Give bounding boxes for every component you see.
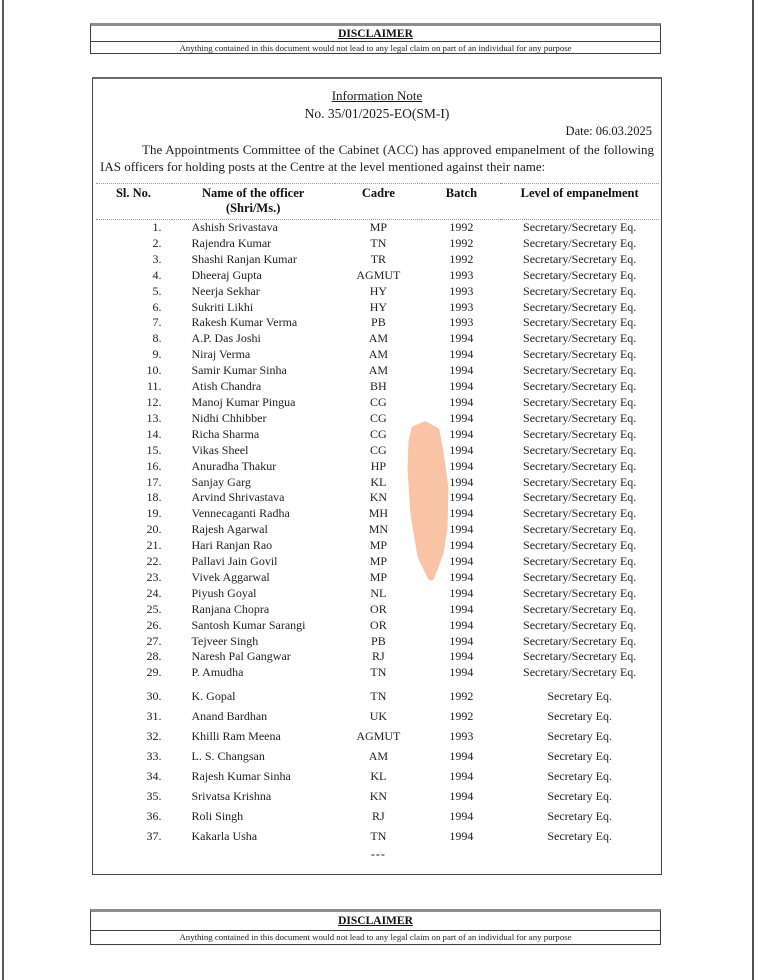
cell-batch: 1994 xyxy=(449,788,474,803)
table-row xyxy=(96,767,659,787)
cell-level: Secretary/Secretary Eq. xyxy=(523,665,637,680)
header-sl-no: Sl. No. xyxy=(96,184,172,220)
cell-sl-no: 33. xyxy=(146,749,162,763)
cell-sl-no: 9. xyxy=(152,347,162,362)
cell-officer-name: Sukriti Likhi xyxy=(191,299,254,314)
cell-cadre: OR xyxy=(370,601,387,616)
cell-batch: 1992 xyxy=(449,220,474,234)
cell-officer-name: Piyush Goyal xyxy=(191,585,257,600)
cell-sl-no: 1. xyxy=(152,220,162,234)
cell-level: Secretary/Secretary Eq. xyxy=(523,442,637,457)
cell-batch: 1994 xyxy=(449,585,474,600)
cell-sl-no: 6. xyxy=(152,299,162,314)
disclaimer-box-bottom xyxy=(90,909,661,945)
table-row xyxy=(96,634,659,650)
officer-table-header xyxy=(96,184,659,220)
header-officer-name: Name of the officer (Shri/Ms.) xyxy=(172,184,335,220)
disclaimer-title: DISCLAIMER xyxy=(91,912,660,931)
cell-officer-name: Manoj Kumar Pingua xyxy=(191,394,296,409)
cell-level: Secretary/Secretary Eq. xyxy=(523,601,637,616)
cell-level: Secretary/Secretary Eq. xyxy=(523,410,637,425)
end-of-list-mark: --- xyxy=(370,846,386,861)
table-row xyxy=(96,538,659,554)
cell-batch: 1993 xyxy=(449,315,474,330)
cell-sl-no: 4. xyxy=(152,267,162,282)
cell-cadre: PB xyxy=(371,633,386,648)
note-body-paragraph: The Appointments Committee of the Cabinet (ACC) has approved empanelment of the following IAS officers for holding posts at the Centre at the level mentioned against their name: xyxy=(100,142,654,174)
cell-batch: 1994 xyxy=(449,808,474,823)
cell-cadre: AM xyxy=(368,363,389,378)
cell-batch: 1994 xyxy=(449,490,474,505)
table-row xyxy=(96,443,659,459)
cell-cadre: RJ xyxy=(372,808,385,823)
cell-officer-name: Richa Sharma xyxy=(191,426,260,441)
cell-batch: 1994 xyxy=(449,426,474,441)
table-row xyxy=(96,347,659,363)
information-note-box xyxy=(92,77,662,875)
cell-cadre: TR xyxy=(370,251,387,266)
cell-level: Secretary Eq. xyxy=(547,768,612,783)
cell-sl-no: 34. xyxy=(146,768,162,783)
table-row xyxy=(96,707,659,727)
cell-sl-no: 13. xyxy=(146,410,162,425)
cell-level: Secretary/Secretary Eq. xyxy=(523,458,637,473)
table-row xyxy=(96,747,659,767)
cell-cadre: KN xyxy=(369,788,388,803)
cell-batch: 1994 xyxy=(449,665,474,680)
cell-cadre: CG xyxy=(370,410,387,425)
cell-sl-no: 12. xyxy=(146,394,162,409)
cell-cadre: AM xyxy=(368,347,389,362)
note-title: Information Note xyxy=(331,88,423,103)
cell-officer-name: Srivatsa Krishna xyxy=(191,788,272,803)
table-row xyxy=(96,300,659,316)
cell-cadre: MP xyxy=(369,569,388,584)
cell-level: Secretary/Secretary Eq. xyxy=(523,426,637,441)
table-row xyxy=(96,268,659,284)
cell-batch: 1994 xyxy=(449,538,474,553)
cell-cadre: PB xyxy=(371,315,386,330)
cell-sl-no: 7. xyxy=(152,315,162,330)
cell-sl-no: 16. xyxy=(146,458,162,473)
cell-level: Secretary/Secretary Eq. xyxy=(523,267,637,282)
officer-table xyxy=(96,183,659,862)
cell-officer-name: Rajendra Kumar xyxy=(191,235,272,250)
cell-sl-no: 30. xyxy=(146,689,162,704)
table-row xyxy=(96,252,659,268)
cell-batch: 1994 xyxy=(449,768,474,783)
cell-batch: 1994 xyxy=(449,506,474,521)
cell-cadre: CG xyxy=(370,442,387,457)
cell-sl-no: 14. xyxy=(146,426,162,441)
table-row xyxy=(96,727,659,747)
cell-officer-name: P. Amudha xyxy=(191,665,244,680)
cell-sl-no: 19. xyxy=(146,506,162,521)
cell-level: Secretary/Secretary Eq. xyxy=(523,379,637,394)
table-row xyxy=(96,618,659,634)
cell-cadre: UK xyxy=(369,709,388,724)
note-file-number: No. 35/01/2025-EO(SM-I) xyxy=(304,106,450,121)
table-row xyxy=(96,284,659,300)
cell-batch: 1994 xyxy=(449,474,474,489)
cell-sl-no: 3. xyxy=(152,251,162,266)
cell-batch: 1994 xyxy=(449,554,474,569)
table-row xyxy=(96,681,659,707)
cell-sl-no: 32. xyxy=(146,729,162,744)
cell-level: Secretary/Secretary Eq. xyxy=(523,554,637,569)
cell-cadre: TN xyxy=(370,665,387,680)
cell-level: Secretary/Secretary Eq. xyxy=(523,617,637,632)
cell-officer-name: Anuradha Thakur xyxy=(191,458,277,473)
cell-cadre: HY xyxy=(369,283,388,298)
cell-batch: 1994 xyxy=(449,601,474,616)
cell-cadre: KN xyxy=(369,490,388,505)
cell-batch: 1992 xyxy=(449,689,474,704)
cell-officer-name: Ranjana Chopra xyxy=(191,601,270,616)
table-row xyxy=(96,236,659,252)
cell-cadre: HY xyxy=(369,299,388,314)
cell-cadre: CG xyxy=(370,394,387,409)
cell-batch: 1994 xyxy=(449,363,474,378)
cell-cadre: MP xyxy=(369,538,388,553)
cell-sl-no: 24. xyxy=(146,585,162,600)
cell-sl-no: 2. xyxy=(152,235,162,250)
cell-officer-name: Kakarla Usha xyxy=(191,828,258,843)
disclaimer-title: DISCLAIMER xyxy=(91,26,660,42)
cell-level: Secretary/Secretary Eq. xyxy=(523,347,637,362)
cell-officer-name: Vennecaganti Radha xyxy=(191,506,290,521)
cell-batch: 1992 xyxy=(449,709,474,724)
note-date: Date: 06.03.2025 xyxy=(565,124,652,138)
cell-level: Secretary/Secretary Eq. xyxy=(523,299,637,314)
cell-batch: 1994 xyxy=(449,394,474,409)
table-row xyxy=(96,506,659,522)
cell-officer-name: A.P. Das Joshi xyxy=(191,331,261,346)
cell-officer-name: Neerja Sekhar xyxy=(191,283,260,298)
cell-cadre: AM xyxy=(368,331,389,346)
cell-sl-no: 26. xyxy=(146,617,162,632)
officer-table-body xyxy=(96,220,659,847)
cell-sl-no: 11. xyxy=(146,379,162,394)
table-row xyxy=(96,570,659,586)
cell-sl-no: 29. xyxy=(146,665,162,680)
table-row xyxy=(96,411,659,427)
table-row xyxy=(96,363,659,379)
cell-cadre: MP xyxy=(369,220,388,234)
cell-level: Secretary/Secretary Eq. xyxy=(523,490,637,505)
cell-cadre: AGMUT xyxy=(356,267,401,282)
cell-cadre: KL xyxy=(370,768,387,783)
cell-batch: 1993 xyxy=(449,729,474,744)
cell-officer-name: Hari Ranjan Rao xyxy=(191,538,273,553)
cell-batch: 1993 xyxy=(449,299,474,314)
cell-level: Secretary/Secretary Eq. xyxy=(523,394,637,409)
cell-batch: 1994 xyxy=(449,522,474,537)
cell-batch: 1994 xyxy=(449,649,474,664)
cell-sl-no: 18. xyxy=(146,490,162,505)
cell-level: Secretary Eq. xyxy=(547,709,612,724)
cell-sl-no: 8. xyxy=(152,331,162,346)
table-row xyxy=(96,586,659,602)
cell-batch: 1992 xyxy=(449,251,474,266)
disclaimer-box-top xyxy=(90,23,661,54)
cell-level: Secretary/Secretary Eq. xyxy=(523,235,637,250)
cell-sl-no: 31. xyxy=(146,709,162,724)
cell-level: Secretary/Secretary Eq. xyxy=(523,363,637,378)
cell-officer-name: Tejveer Singh xyxy=(191,633,259,648)
cell-sl-no: 28. xyxy=(146,649,162,664)
cell-batch: 1994 xyxy=(449,617,474,632)
cell-sl-no: 25. xyxy=(146,601,162,616)
cell-cadre: TN xyxy=(370,828,387,843)
cell-level: Secretary/Secretary Eq. xyxy=(523,506,637,521)
cell-sl-no: 10. xyxy=(146,363,162,378)
scan-edge-left xyxy=(2,0,4,980)
cell-sl-no: 37. xyxy=(146,828,162,843)
table-row xyxy=(96,665,659,681)
cell-batch: 1994 xyxy=(449,347,474,362)
header-level: Level of empanelment xyxy=(501,184,659,220)
cell-cadre: RJ xyxy=(372,649,385,664)
table-row xyxy=(96,379,659,395)
cell-sl-no: 22. xyxy=(146,554,162,569)
cell-level: Secretary Eq. xyxy=(547,729,612,744)
cell-batch: 1994 xyxy=(449,749,474,763)
table-row xyxy=(96,490,659,506)
cell-officer-name: Atish Chandra xyxy=(191,379,262,394)
cell-cadre: HP xyxy=(370,458,387,473)
cell-officer-name: Sanjay Garg xyxy=(191,474,251,489)
cell-batch: 1993 xyxy=(449,267,474,282)
header-cadre: Cadre xyxy=(335,184,422,220)
cell-level: Secretary/Secretary Eq. xyxy=(523,220,637,234)
table-row xyxy=(96,787,659,807)
cell-officer-name: Naresh Pal Gangwar xyxy=(191,649,291,664)
cell-cadre: AGMUT xyxy=(356,729,401,744)
cell-officer-name: Arvind Shrivastava xyxy=(191,490,285,505)
cell-officer-name: Nidhi Chhibber xyxy=(191,410,267,425)
cell-officer-name: Rakesh Kumar Verma xyxy=(191,315,298,330)
disclaimer-text: Anything contained in this document would not lead to any legal claim on part of an individual for any purpose xyxy=(179,932,572,942)
cell-officer-name: K. Gopal xyxy=(191,689,236,704)
cell-cadre: TN xyxy=(370,235,387,250)
cell-cadre: TN xyxy=(370,689,387,704)
cell-batch: 1994 xyxy=(449,410,474,425)
cell-officer-name: Niraj Verma xyxy=(191,347,251,362)
table-row xyxy=(96,220,659,236)
cell-level: Secretary Eq. xyxy=(547,828,612,843)
table-row xyxy=(96,827,659,847)
cell-level: Secretary Eq. xyxy=(547,808,612,823)
cell-officer-name: Ashish Srivastava xyxy=(191,220,278,234)
cell-batch: 1994 xyxy=(449,633,474,648)
cell-officer-name: Roli Singh xyxy=(191,808,244,823)
scan-edge-right xyxy=(752,0,754,980)
table-row xyxy=(96,427,659,443)
cell-sl-no: 21. xyxy=(146,538,162,553)
cell-cadre: MP xyxy=(369,554,388,569)
cell-level: Secretary/Secretary Eq. xyxy=(523,251,637,266)
cell-batch: 1994 xyxy=(449,828,474,843)
cell-officer-name: Rajesh Kumar Sinha xyxy=(191,768,291,783)
cell-batch: 1994 xyxy=(449,442,474,457)
cell-level: Secretary Eq. xyxy=(547,788,612,803)
cell-cadre: KL xyxy=(370,474,387,489)
cell-level: Secretary/Secretary Eq. xyxy=(523,522,637,537)
cell-sl-no: 5. xyxy=(152,283,162,298)
table-row xyxy=(96,459,659,475)
cell-level: Secretary/Secretary Eq. xyxy=(523,649,637,664)
cell-officer-name: Rajesh Agarwal xyxy=(191,522,268,537)
disclaimer-text: Anything contained in this document would not lead to any legal claim on part of an individual for any purpose xyxy=(179,43,572,53)
table-end-row xyxy=(96,847,659,863)
cell-officer-name: Shashi Ranjan Kumar xyxy=(191,251,297,266)
cell-level: Secretary/Secretary Eq. xyxy=(523,633,637,648)
cell-level: Secretary Eq. xyxy=(547,689,612,704)
table-row xyxy=(96,554,659,570)
cell-batch: 1994 xyxy=(449,379,474,394)
cell-officer-name: Pallavi Jain Govil xyxy=(191,554,278,569)
cell-sl-no: 23. xyxy=(146,569,162,584)
cell-batch: 1992 xyxy=(449,235,474,250)
cell-batch: 1993 xyxy=(449,283,474,298)
table-row xyxy=(96,807,659,827)
cell-level: Secretary/Secretary Eq. xyxy=(523,474,637,489)
cell-batch: 1994 xyxy=(449,458,474,473)
cell-officer-name: Anand Bardhan xyxy=(191,709,268,724)
cell-officer-name: Khilli Ram Meena xyxy=(191,729,281,744)
cell-sl-no: 17. xyxy=(146,474,162,489)
cell-officer-name: Vikas Sheel xyxy=(191,442,249,457)
cell-sl-no: 27. xyxy=(146,633,162,648)
cell-officer-name: Dheeraj Gupta xyxy=(191,267,262,282)
cell-officer-name: Samir Kumar Sinha xyxy=(191,363,287,378)
cell-cadre: MH xyxy=(368,506,389,521)
cell-level: Secretary/Secretary Eq. xyxy=(523,585,637,600)
cell-level: Secretary/Secretary Eq. xyxy=(523,283,637,298)
cell-batch: 1994 xyxy=(449,331,474,346)
cell-cadre: BH xyxy=(370,379,387,394)
table-row xyxy=(96,331,659,347)
table-row xyxy=(96,649,659,665)
cell-level: Secretary Eq. xyxy=(547,749,612,763)
table-row xyxy=(96,315,659,331)
cell-cadre: MN xyxy=(368,522,389,537)
cell-officer-name: L. S. Changsan xyxy=(191,749,265,763)
table-row xyxy=(96,475,659,491)
header-batch: Batch xyxy=(422,184,501,220)
table-row xyxy=(96,602,659,618)
cell-cadre: CG xyxy=(370,426,387,441)
cell-batch: 1994 xyxy=(449,569,474,584)
cell-level: Secretary/Secretary Eq. xyxy=(523,538,637,553)
cell-sl-no: 20. xyxy=(146,522,162,537)
cell-cadre: AM xyxy=(368,749,389,763)
cell-cadre: OR xyxy=(370,617,387,632)
cell-sl-no: 15. xyxy=(146,442,162,457)
table-row xyxy=(96,522,659,538)
cell-level: Secretary/Secretary Eq. xyxy=(523,331,637,346)
cell-level: Secretary/Secretary Eq. xyxy=(523,315,637,330)
cell-sl-no: 35. xyxy=(146,788,162,803)
cell-level: Secretary/Secretary Eq. xyxy=(523,569,637,584)
cell-cadre: NL xyxy=(370,585,387,600)
cell-sl-no: 36. xyxy=(146,808,162,823)
table-row xyxy=(96,395,659,411)
cell-officer-name: Vivek Aggarwal xyxy=(191,569,270,584)
cell-officer-name: Santosh Kumar Sarangi xyxy=(191,617,306,632)
